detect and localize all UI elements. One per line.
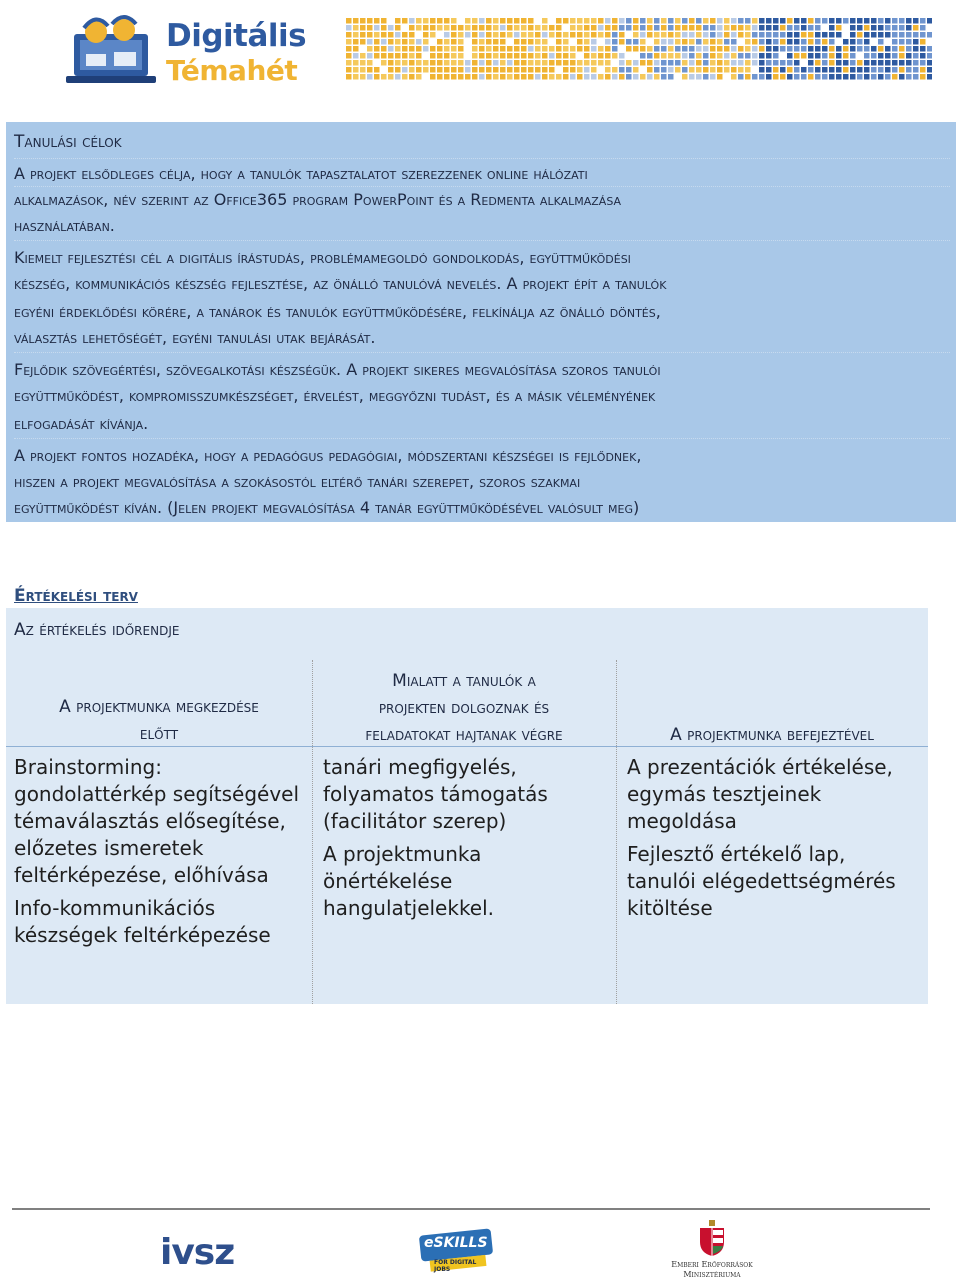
goals-heading: Tanulási célok bbox=[14, 132, 122, 152]
goals-line: egyéni érdeklődési körére, a tanárok és tanulók együttműködésére, felkínálja az önálló döntés, bbox=[14, 302, 661, 321]
emmi-logo: Emberi Erőforrások Minisztériuma bbox=[664, 1220, 760, 1280]
goals-line: Kiemelt fejlesztési cél a digitális írástudás, problémamegoldó gondolkodás, együttműködési bbox=[14, 248, 631, 267]
goals-line: Fejlődik szövegértési, szövegalkotási készségük. A projekt sikeres megvalósítása szoros tanulói bbox=[14, 360, 661, 379]
goals-line: használatában. bbox=[14, 216, 115, 235]
ivsz-logo: ivsz bbox=[160, 1232, 235, 1273]
digitalis-temahet-logo bbox=[66, 8, 316, 88]
goals-line: együttműködést kíván. (Jelen projekt megvalósítása 4 tanár együttműködésével valósult meg) bbox=[14, 498, 640, 517]
eskills-logo: eSKILLS FOR DIGITAL JOBS bbox=[418, 1226, 494, 1272]
cell-paragraph: A projektmunka önértékelése hangulatjelekkel. bbox=[323, 842, 495, 920]
goals-line: A projekt fontos hozadéka, hogy a pedagógus pedagógiai, módszertani készségei is fejlődnek, bbox=[14, 446, 642, 465]
cell-paragraph: Fejlesztő értékelő lap, tanulói elégedettségmérés kitöltése bbox=[627, 842, 896, 920]
column-header-after: A projektmunka befejeztével bbox=[670, 725, 874, 745]
column-header-before: A projektmunka megkezdése előtt bbox=[59, 697, 259, 744]
evaluation-subtitle-bar bbox=[6, 608, 928, 660]
column-header-during: Mialatt a tanulók a projekten dolgoznak és feladatokat hajtanak végre bbox=[365, 671, 563, 745]
decorative-pattern-banner bbox=[346, 18, 932, 80]
evaluation-timeline-subtitle: Az értékelés időrendje bbox=[14, 620, 180, 640]
page-header bbox=[0, 0, 960, 100]
cell-after bbox=[627, 754, 917, 928]
goals-line: választás lehetőségét, egyéni tanulási utak bejárását. bbox=[14, 328, 376, 347]
laptop-kids-icon bbox=[66, 14, 158, 86]
goals-line: hiszen a projekt megvalósítása a szokásostól eltérő tanári szerepet, szoros szakmai bbox=[14, 472, 581, 491]
hungarian-coat-of-arms-icon bbox=[697, 1220, 727, 1256]
cell-paragraph: A prezentációk értékelése, egymás tesztjeinek megoldása bbox=[627, 755, 893, 833]
cell-before bbox=[14, 754, 310, 955]
goals-line: elfogadását kívánja. bbox=[14, 414, 149, 433]
goals-line: A projekt elsődleges célja, hogy a tanulók tapasztalatot szerezzenek online hálózati bbox=[14, 164, 588, 183]
cell-during bbox=[323, 754, 603, 928]
evaluation-plan-title: Értékelési terv bbox=[14, 586, 138, 606]
cell-paragraph: tanári megfigyelés, folyamatos támogatás (facilitátor szerep) bbox=[323, 755, 548, 833]
goals-line: együttműködést, kompromisszumkészséget, érvelést, meggyőzni tudást, és a másik véleményének bbox=[14, 386, 656, 405]
footer-divider bbox=[12, 1208, 930, 1210]
evaluation-timeline-table bbox=[6, 660, 928, 1004]
cell-paragraph: Brainstorming: gondolattérkép segítségével témaválasztás elősegítése, előzetes ismeretek feltérképezése, előhívása bbox=[14, 755, 300, 887]
logo-text-digitalis: Digitális bbox=[166, 18, 307, 54]
goals-line: alkalmazások, név szerint az Office365 program PowerPoint és a Redmenta alkalmazása bbox=[14, 190, 622, 209]
goals-line: készség, kommunikációs készség fejlesztése, az önálló tanulóvá nevelés. A projekt épít a tanulók bbox=[14, 274, 667, 293]
cell-paragraph: Info-kommunikációs készségek feltérképezése bbox=[14, 896, 271, 947]
learning-goals-section bbox=[6, 122, 956, 522]
logo-text-temahet: Témahét bbox=[166, 54, 298, 87]
